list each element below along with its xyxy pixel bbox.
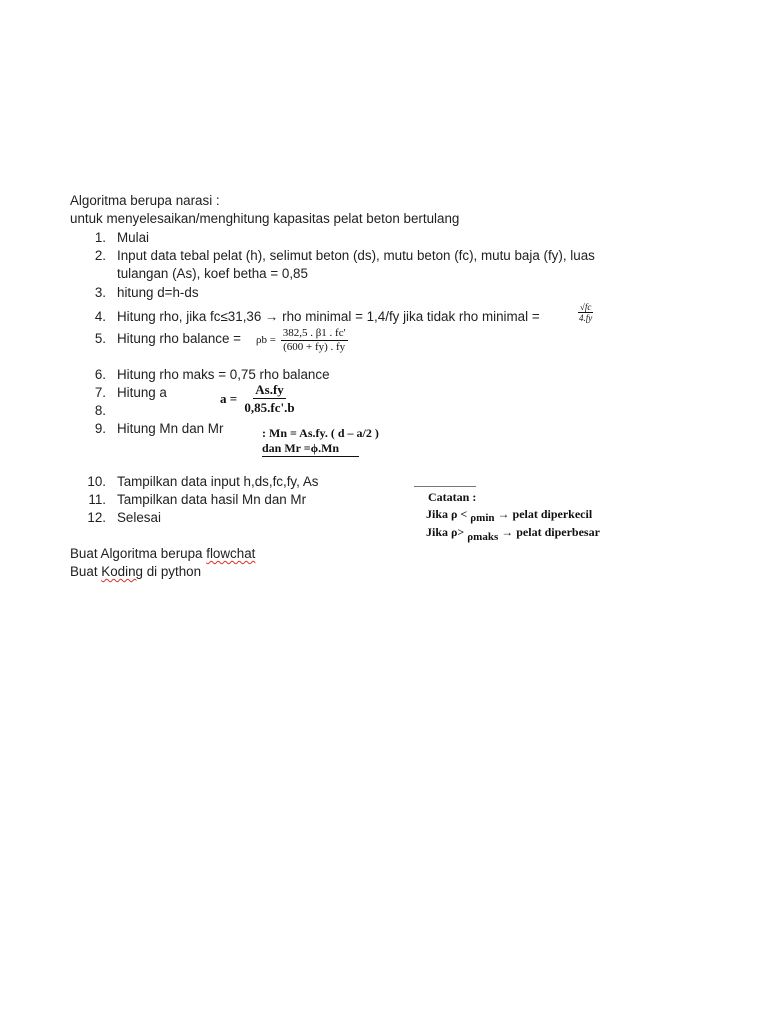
step-6-text: Hitung rho maks = 0,75 rho balance [117, 367, 330, 382]
note-line-2-prefix: Jika ρ> [426, 525, 465, 539]
step-1-text: Mulai [117, 230, 149, 245]
a-denominator: 0,85.fc'.b [244, 400, 295, 415]
rho-min-numerator: √fc [579, 302, 592, 312]
note-line-1-symbol: ρmin [470, 512, 495, 524]
step-5-text: Hitung rho balance = [117, 331, 241, 346]
step-6-number: 6. [94, 367, 106, 382]
step-2-text: Input data tebal pelat (h), selimut beton (ds), mutu beton (fc), mutu baja (fy), luas [117, 248, 595, 263]
rho-balance-formula [256, 327, 348, 354]
task-python-word: Koding [101, 564, 143, 579]
rho-min-denominator: 4.fy [579, 313, 593, 323]
mn-formula: : Mn = As.fy. ( d – a/2 ) [262, 426, 379, 440]
note-line-2-symbol: ρmaks [467, 531, 499, 543]
step-11-number: 11. [88, 492, 106, 507]
step-2-number: 2. [94, 248, 106, 263]
note-title: Catatan : [428, 490, 477, 504]
task-python [70, 564, 201, 580]
step-5-number: 5. [94, 331, 106, 346]
mr-formula: dan Mr =ϕ.Mn [262, 441, 359, 457]
task-python-suffix: di python [142, 564, 202, 579]
step-9-text: Hitung Mn dan Mr [117, 421, 224, 436]
step-8-number: 8. [94, 403, 106, 418]
note-top-rule [414, 486, 476, 487]
step-1-number: 1. [94, 230, 106, 245]
a-lhs: a = [220, 391, 238, 406]
step-12-number: 12. [87, 510, 106, 525]
step-7-text: Hitung a [117, 385, 167, 400]
rho-balance-lhs: ρb = [256, 334, 276, 346]
step-10-number: 10. [87, 474, 106, 489]
step-3-number: 3. [94, 285, 106, 300]
step-10-text: Tampilkan data input h,ds,fc,fy, As [117, 474, 319, 489]
note-line-2 [426, 525, 600, 543]
step-4-text: Hitung rho, jika fc≤31,36 → rho minimal = 1,4/fy jika tidak rho minimal = [117, 309, 540, 324]
a-numerator: As.fy [255, 382, 284, 397]
note-line-1 [426, 507, 592, 522]
rho-min-formula [577, 302, 594, 323]
step-9-number: 9. [94, 421, 106, 436]
rho-balance-numerator: 382,5 . β1 . fc' [282, 327, 346, 339]
note-line-1-suffix: → pelat diperkecil [497, 507, 593, 521]
task-flowchart [70, 546, 255, 562]
note-line-1-prefix: Jika ρ < [426, 507, 468, 521]
note-line-2-suffix: → pelat diperbesar [501, 525, 600, 539]
task-flowchart-word: flowchat [206, 546, 256, 561]
a-formula [220, 381, 297, 416]
step-11-text: Tampilkan data hasil Mn dan Mr [117, 492, 307, 507]
step-7-number: 7. [94, 385, 106, 400]
step-12-text: Selesai [117, 510, 161, 525]
task-python-prefix: Buat [70, 564, 102, 579]
rho-balance-denominator: (600 + fy) . fy [283, 341, 346, 353]
step-3-text: hitung d=h-ds [117, 285, 199, 300]
step-2-continuation: tulangan (As), koef betha = 0,85 [117, 266, 308, 281]
task-flowchart-prefix: Buat Algoritma berupa [70, 546, 207, 561]
heading: Algoritma berupa narasi : [70, 193, 220, 208]
subheading: untuk menyelesaikan/menghitung kapasitas pelat beton bertulang [70, 211, 460, 226]
step-4-number: 4. [94, 309, 106, 324]
